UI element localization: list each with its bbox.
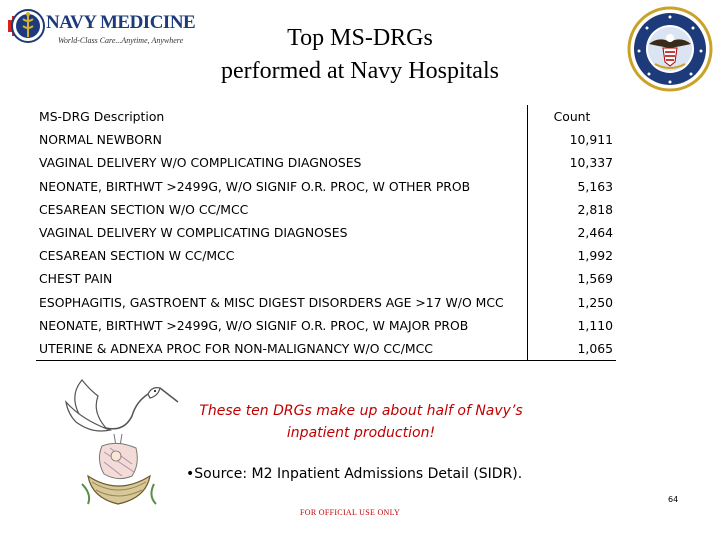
navy-seal-icon xyxy=(627,6,713,92)
row-description: UTERINE & ADNEXA PROC FOR NON-MALIGNANCY W/O CC/MCC xyxy=(36,337,528,361)
row-description: CESAREAN SECTION W CC/MCC xyxy=(39,248,235,264)
row-description: VAGINAL DELIVERY W COMPLICATING DIAGNOSES xyxy=(39,225,348,241)
row-count: 2,464 xyxy=(528,221,617,244)
row-count: 10,911 xyxy=(528,128,617,151)
table-header-row xyxy=(36,105,616,128)
row-count: 1,065 xyxy=(528,337,617,361)
note-line-2: inpatient production! xyxy=(286,425,436,441)
table-row xyxy=(36,175,616,198)
title-line-2: performed at Navy Hospitals xyxy=(221,58,499,84)
stork-with-baby-icon xyxy=(62,372,180,512)
table-row xyxy=(36,337,616,361)
navy-medicine-logo xyxy=(6,6,196,52)
page-title xyxy=(150,22,570,88)
table-row xyxy=(36,151,616,174)
callout-note xyxy=(180,400,542,444)
row-description: CESAREAN SECTION W/O CC/MCC xyxy=(39,201,249,217)
source-citation: •Source: M2 Inpatient Admissions Detail (SIDR). xyxy=(186,466,523,482)
note-line-1: These ten DRGs make up about half of Navy’s xyxy=(199,403,523,419)
footer-classification: FOR OFFICIAL USE ONLY xyxy=(300,508,401,517)
row-count: 1,250 xyxy=(528,291,617,314)
table-row xyxy=(36,128,616,151)
row-description: NEONATE, BIRTHWT >2499G, W/O SIGNIF O.R. PROC, W OTHER PROB xyxy=(39,178,471,194)
row-description: CHEST PAIN xyxy=(39,271,113,287)
row-count: 1,569 xyxy=(528,267,617,290)
row-description: NEONATE, BIRTHWT >2499G, W/O SIGNIF O.R. PROC, W MAJOR PROB xyxy=(39,317,469,333)
red-cross-emblem-icon xyxy=(6,6,46,50)
column-header-description: MS-DRG Description xyxy=(39,109,165,125)
column-header-count: Count xyxy=(528,105,617,128)
drg-table xyxy=(36,105,616,361)
logo-tagline: World-Class Care...Anytime, Anywhere xyxy=(58,36,184,45)
row-count: 1,110 xyxy=(528,314,617,337)
row-count: 2,818 xyxy=(528,198,617,221)
row-description: ESOPHAGITIS, GASTROENT & MISC DIGEST DISORDERS AGE >17 W/O MCC xyxy=(39,294,504,310)
row-description: NORMAL NEWBORN xyxy=(39,132,162,148)
row-description: VAGINAL DELIVERY W/O COMPLICATING DIAGNOSES xyxy=(39,155,362,171)
page-number: 64 xyxy=(668,495,679,504)
table-row xyxy=(36,291,616,314)
table-row xyxy=(36,244,616,267)
row-count: 5,163 xyxy=(528,175,617,198)
logo-brand-text: NAVY MEDICINE xyxy=(46,12,196,33)
title-line-1: Top MS-DRGs xyxy=(287,25,433,51)
table-row xyxy=(36,314,616,337)
row-count: 10,337 xyxy=(528,151,617,174)
table-row xyxy=(36,198,616,221)
table-row xyxy=(36,267,616,290)
row-count: 1,992 xyxy=(528,244,617,267)
table-row xyxy=(36,221,616,244)
